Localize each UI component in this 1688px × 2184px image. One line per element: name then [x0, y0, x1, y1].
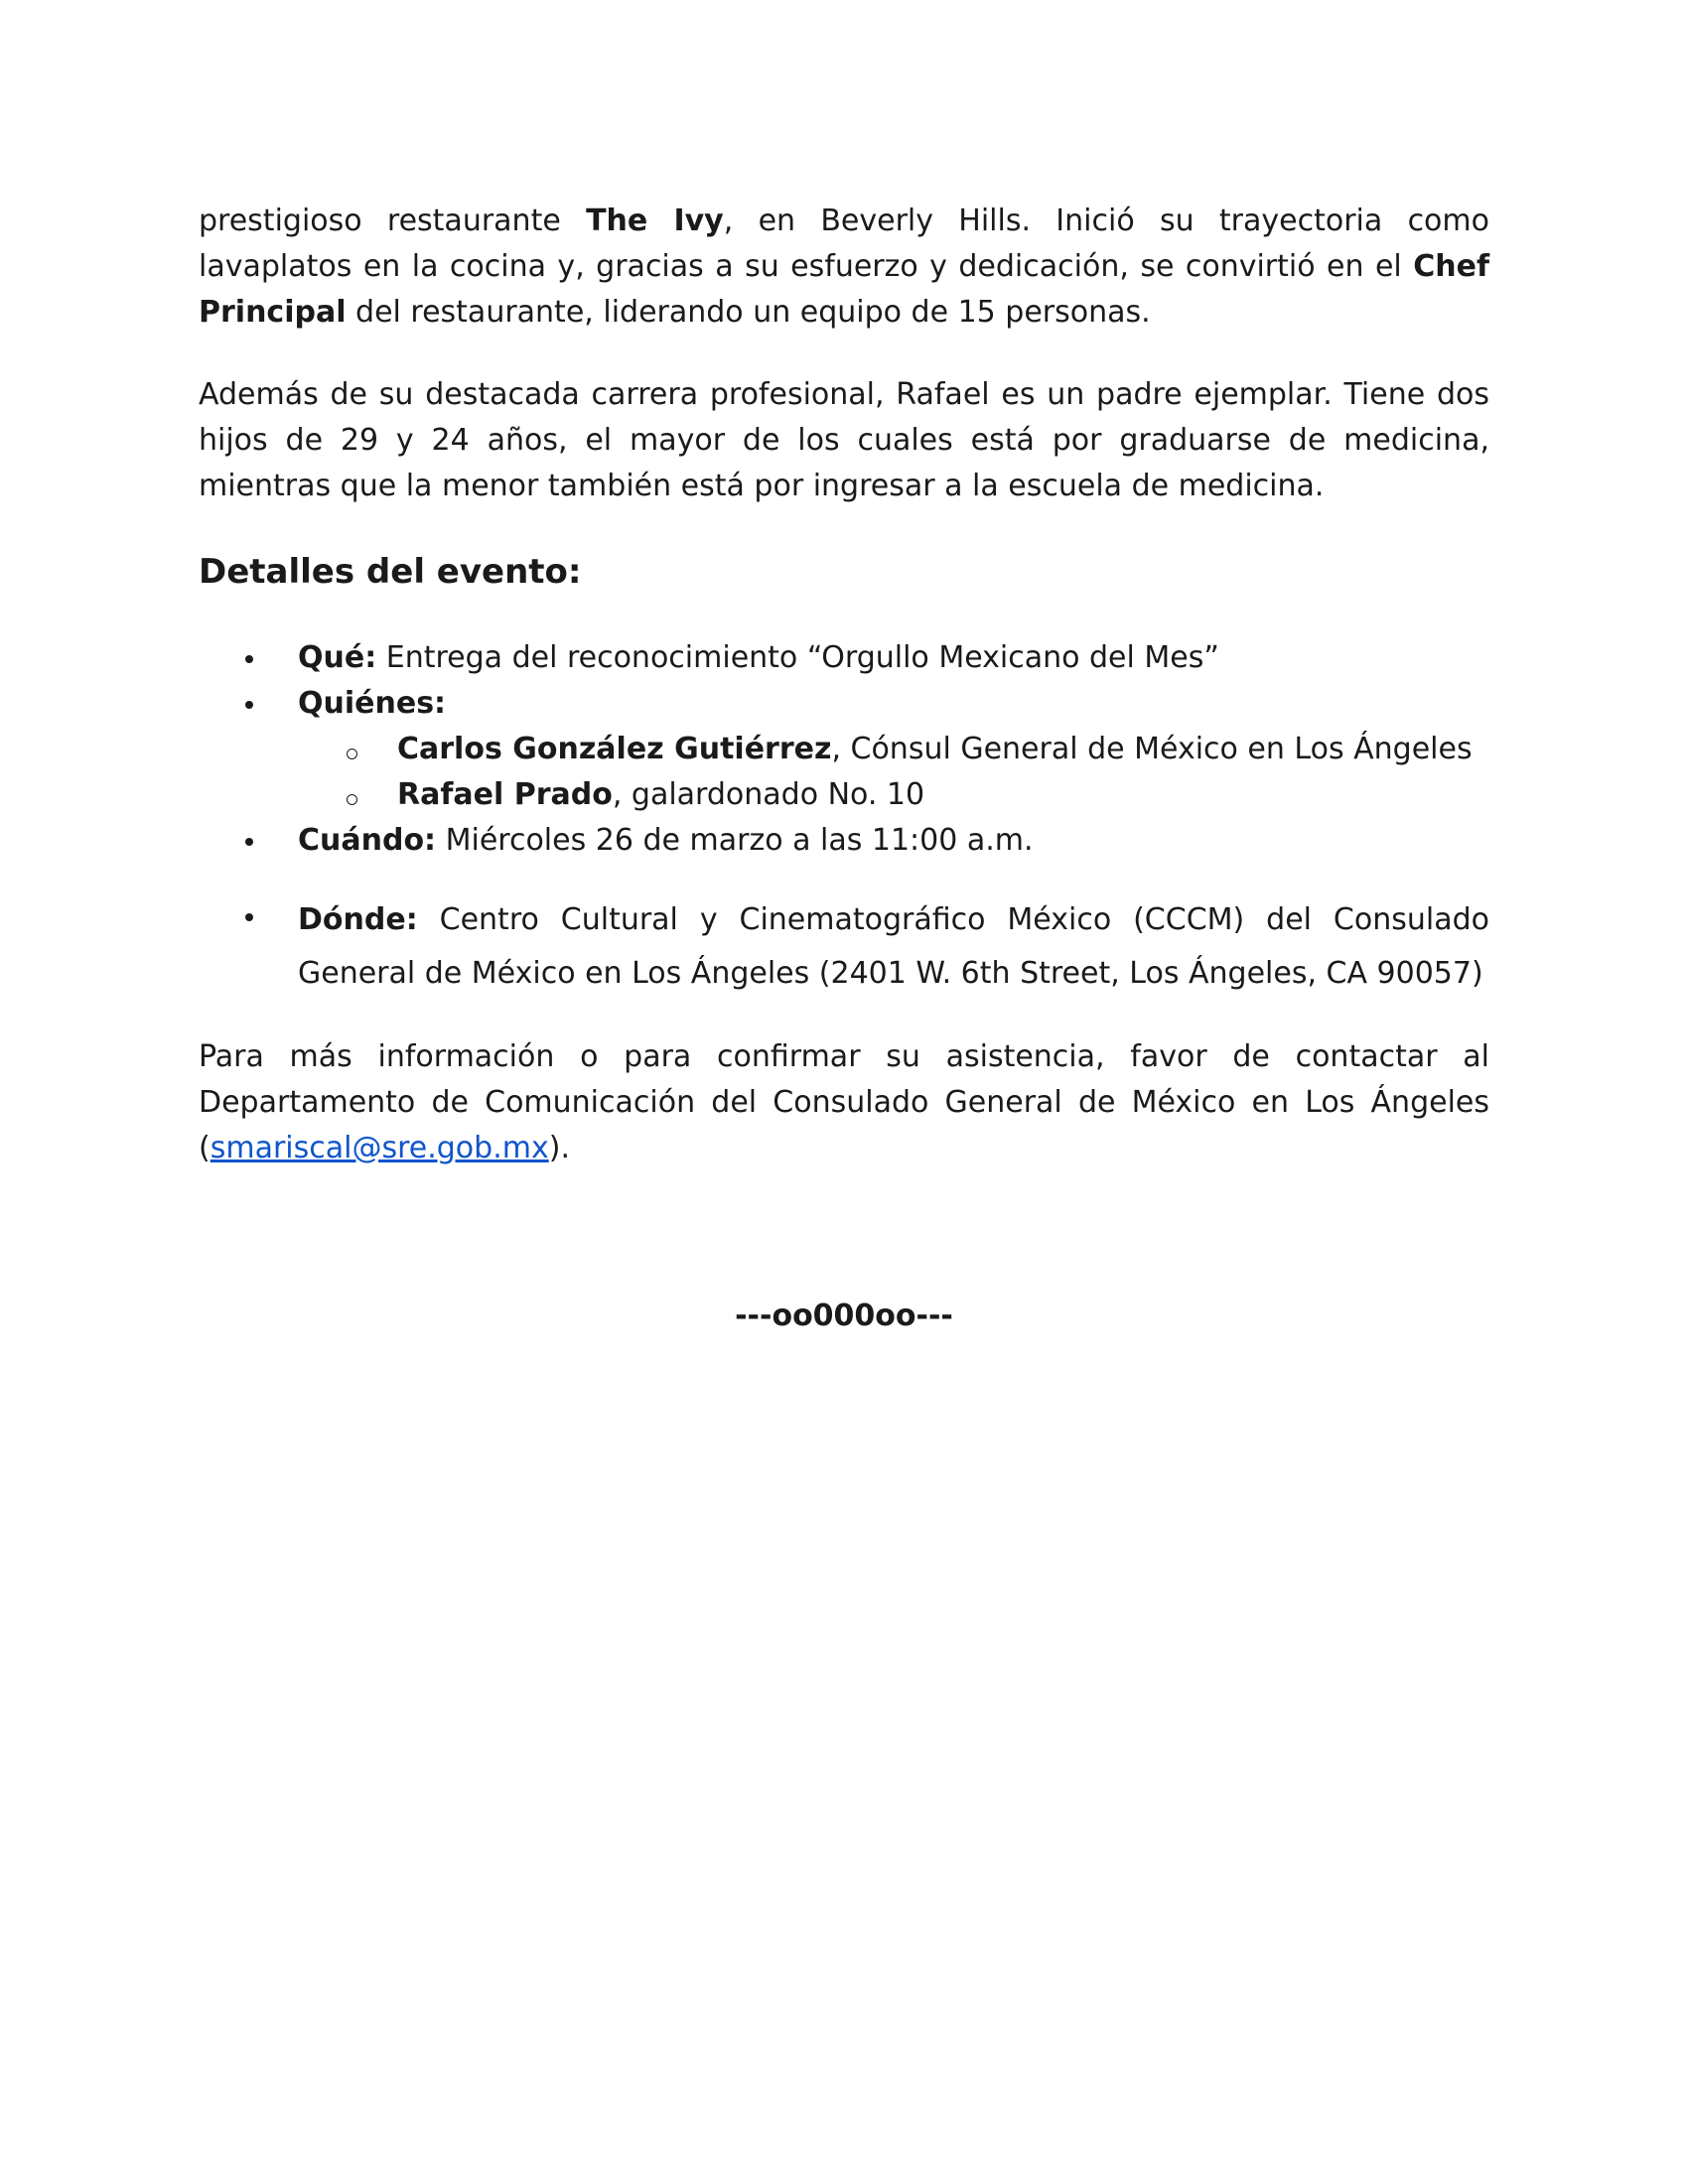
paragraph-career — [199, 199, 1489, 336]
cuando-text: Miércoles 26 de marzo a las 11:00 a.m. — [436, 823, 1034, 858]
bullet-icon — [245, 838, 253, 846]
person-role: , Cónsul General de México en Los Ángeles — [831, 732, 1473, 766]
email-link[interactable]: smariscal@sre.gob.mx — [210, 1131, 549, 1165]
text-span: , en Beverly Hills. Inició su trayectoria como lavaplatos en la cocina y, gracias a su esfuerzo y dedicación, se convirtió en el — [199, 204, 1489, 284]
donde-text: Centro Cultural y Cinematográfico México (CCCM) del Consulado General de México en Los Ángeles (2401 W. 6th Street, Los Ángeles, CA 90057) — [298, 902, 1489, 991]
person-name: Rafael Prado — [397, 777, 613, 812]
circle-bullet-icon — [347, 749, 357, 759]
restaurant-name: The Ivy — [586, 204, 724, 238]
paragraph-contact — [199, 1034, 1489, 1171]
text-span: ). — [548, 1131, 570, 1165]
bullet-icon — [245, 655, 253, 663]
person-name: Carlos González Gutiérrez — [397, 732, 832, 766]
paragraph-family: Además de su destacada carrera profesional, Rafael es un padre ejemplar. Tiene dos hijos de 29 y 24 años, el mayor de los cuales está por graduarse de medicina, mientras que la menor también está por ingresar a la escuela de medicina. — [199, 377, 1489, 503]
bullet-icon — [245, 701, 253, 709]
quienes-label: Quiénes: — [298, 686, 447, 721]
text-span: del restaurante, liderando un equipo de 15 personas. — [346, 295, 1151, 330]
section-heading: Detalles del evento: — [199, 552, 582, 592]
donde-label: Dónde: — [298, 902, 418, 937]
text-span: Para más información o para confirmar su asistencia, favor de contactar al Departamento de Comunicación del Consulado General de México en Los Ángeles ( — [199, 1039, 1489, 1165]
bullet-icon — [245, 913, 253, 921]
chef-title: Chef Principal — [199, 249, 1489, 330]
closing-mark: ---oo000oo--- — [735, 1298, 953, 1333]
person-role: , galardonado No. 10 — [612, 777, 925, 812]
cuando-label: Cuándo: — [298, 823, 437, 858]
que-label: Qué: — [298, 640, 377, 675]
que-text: Entrega del reconocimiento “Orgullo Mexicano del Mes” — [376, 640, 1219, 675]
circle-bullet-icon — [347, 794, 357, 805]
text-span: prestigioso restaurante — [199, 204, 587, 238]
